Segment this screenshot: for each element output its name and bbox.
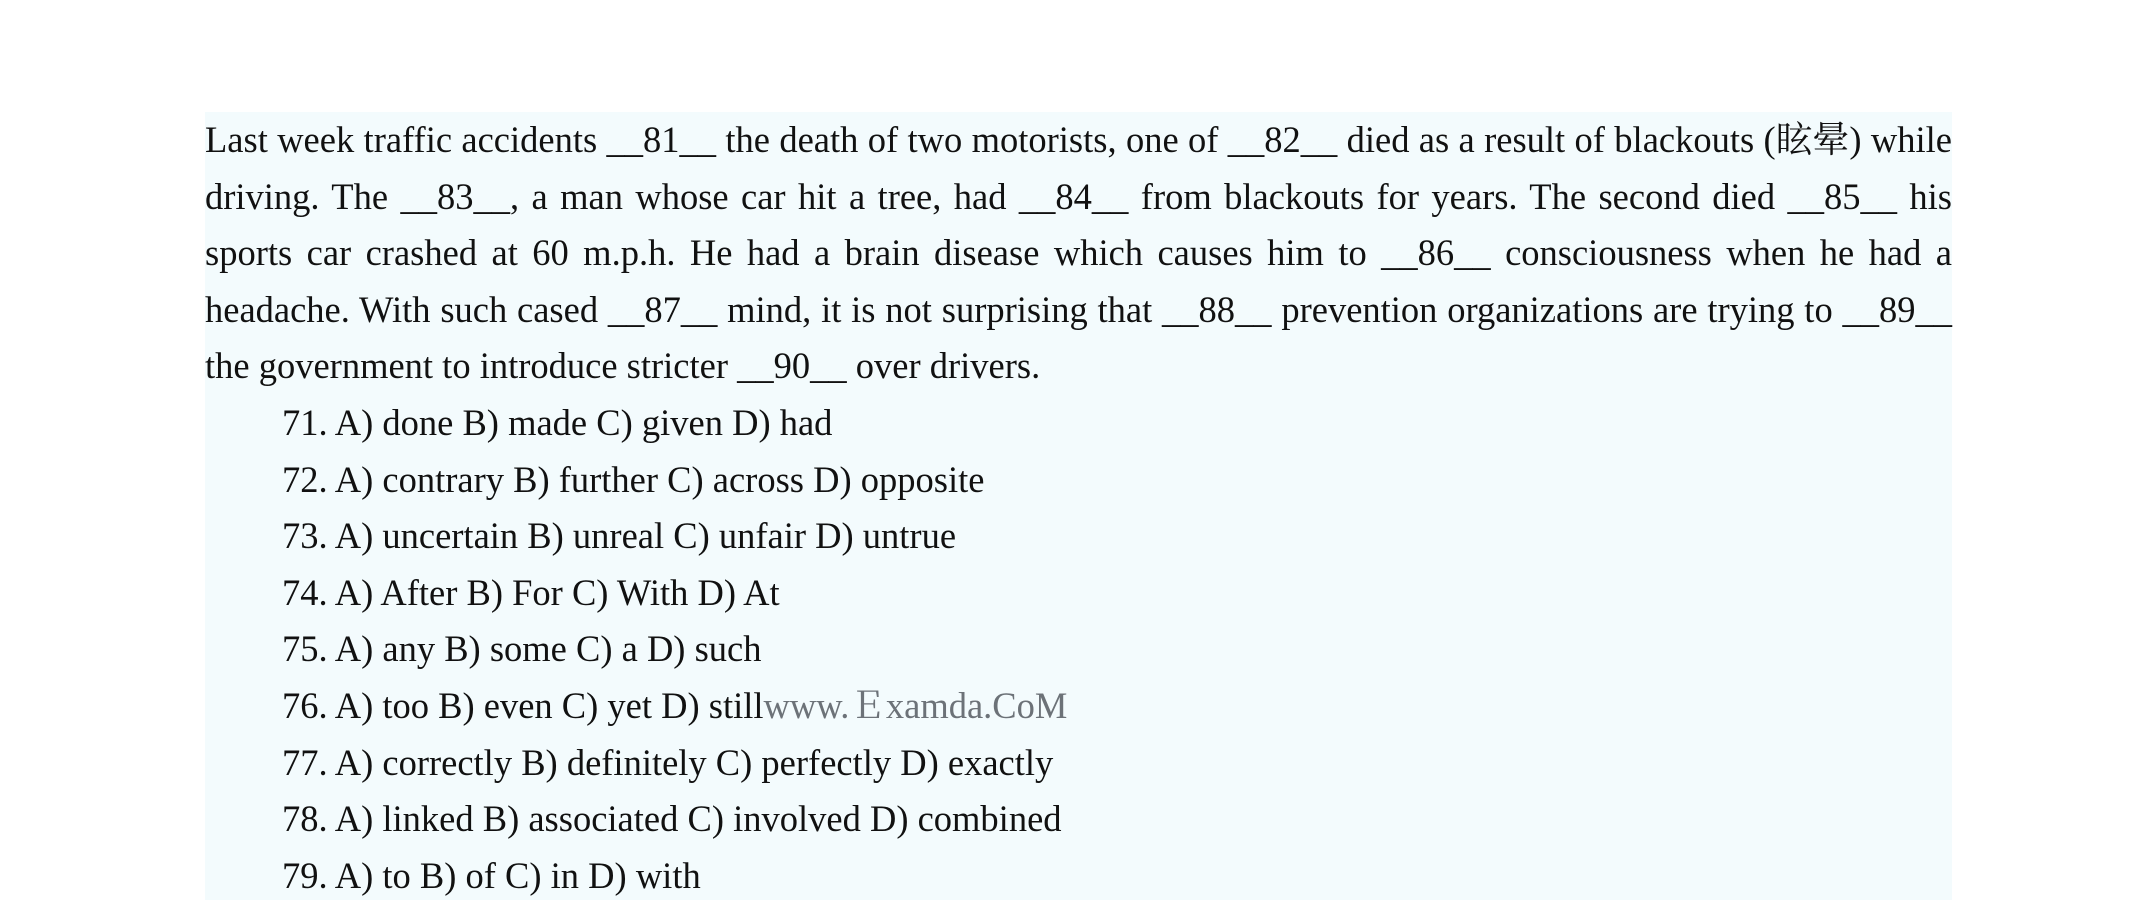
option-72 [205,452,1952,509]
answer-options-list [205,395,1952,904]
option-text: 79. A) to B) of C) in D) with [282,854,701,896]
watermark-text: www.Ｅxamda.CoM [763,684,1068,726]
option-text: 76. A) too B) even C) yet D) still [282,684,764,726]
option-73 [205,508,1952,565]
option-75 [205,621,1952,678]
option-77 [205,735,1952,792]
option-74 [205,565,1952,622]
cloze-passage: Last week traffic accidents __81__ the death of two motorists, one of __82__ died as a result of blackouts (眩晕) while driving. The __83__, a man whose car hit a tree, had __84__ from blackouts for years. The second died __85__ his sports car crashed at 60 m.p.h. He had a brain disease which causes him to __86__ consciousness when he had a headache. With such cased __87__ mind, it is not surprising that __88__ prevention organizations are trying to __89__ the government to introduce stricter __90__ over drivers. [205,119,1952,387]
option-text: 74. A) After B) For C) With D) At [282,571,780,613]
option-78 [205,791,1952,848]
option-text: 78. A) linked B) associated C) involved D) combined [282,798,1062,840]
option-79 [205,848,1952,904]
option-text: 77. A) correctly B) definitely C) perfectly D) exactly [282,741,1054,783]
option-71 [205,395,1952,452]
option-text: 72. A) contrary B) further C) across D) opposite [282,458,985,500]
option-text: 73. A) uncertain B) unreal C) unfair D) untrue [282,515,957,557]
option-text: 71. A) done B) made C) given D) had [282,401,833,443]
option-text: 75. A) any B) some C) a D) such [282,628,762,670]
document-block [205,112,1952,900]
option-76 [205,678,1952,735]
